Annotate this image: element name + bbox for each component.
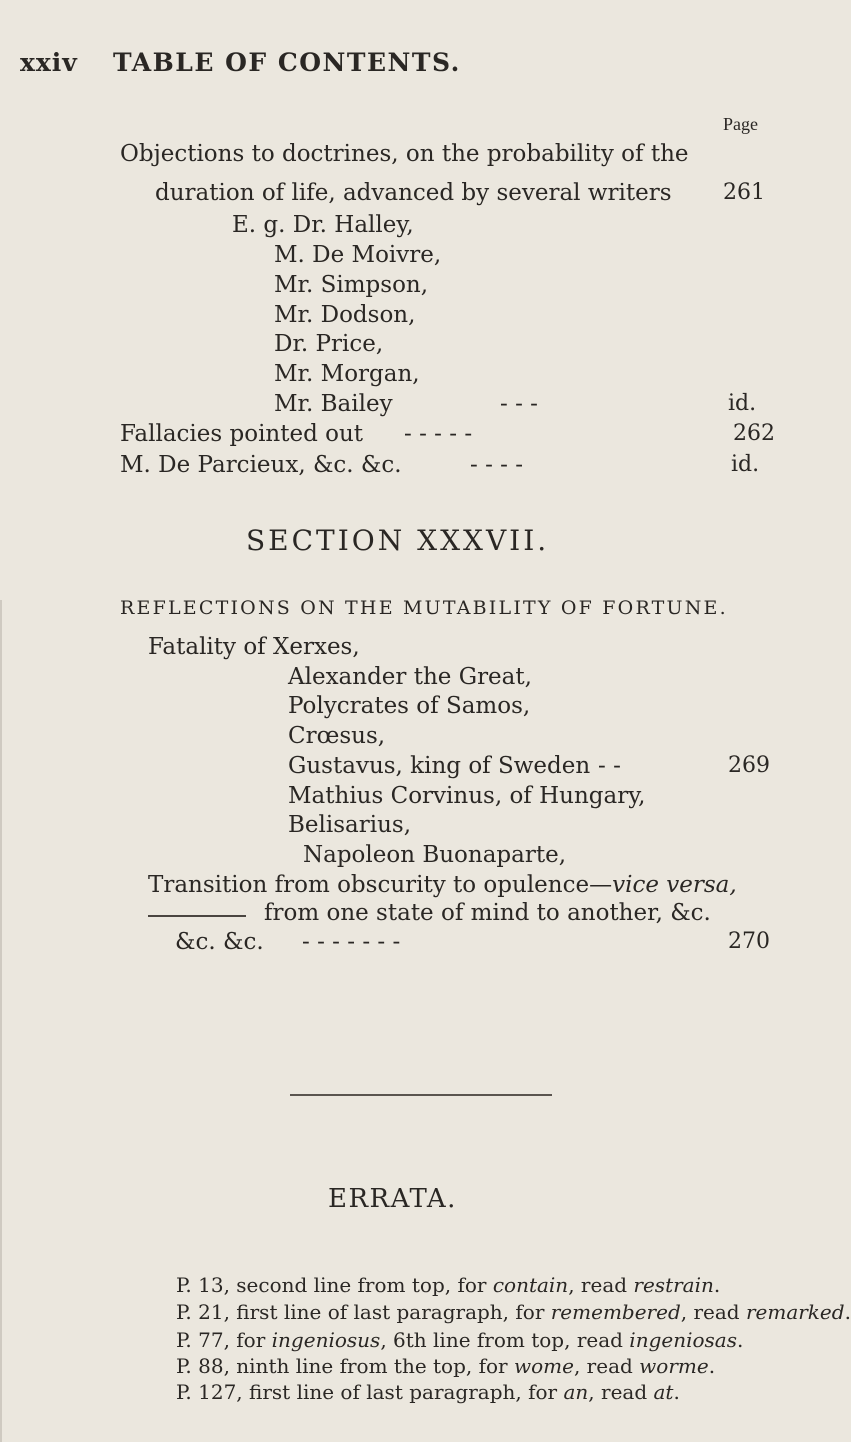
errata-text: , read: [573, 1354, 640, 1378]
errata-wrong-word: contain: [492, 1273, 569, 1297]
errata-text: , 6th line from top, read: [380, 1328, 630, 1352]
errata-text: , read: [680, 1300, 746, 1324]
errata-correct-word: restrain: [633, 1273, 714, 1297]
leader-dots: - - - -: [470, 452, 524, 478]
contents-entry: Gustavus, king of Sweden: [288, 753, 591, 779]
errata-text: P. 77, for: [176, 1328, 272, 1352]
errata-wrong-word: wome: [513, 1354, 574, 1378]
errata-line: [176, 1300, 851, 1324]
contents-entry: Mr. Dodson,: [274, 302, 416, 328]
errata-text: P. 21, first line of last paragraph, for: [176, 1300, 551, 1324]
errata-correct-word: worme: [639, 1354, 709, 1378]
section-title: SECTION XXXVII.: [246, 524, 550, 557]
errata-text: .: [673, 1380, 680, 1404]
errata-text: P. 127, first line of last paragraph, for: [176, 1380, 564, 1404]
contents-entry: Mr. Morgan,: [274, 361, 420, 387]
page-ref: 261: [723, 180, 765, 205]
contents-entry: Mr. Simpson,: [274, 272, 429, 298]
ditto-rule: [148, 915, 246, 917]
errata-line: [176, 1380, 680, 1404]
contents-entry: M. De Parcieux, &c. &c.: [120, 452, 402, 478]
section-subtitle: REFLECTIONS ON THE MUTABILITY OF FORTUNE.: [120, 597, 728, 619]
contents-entry: Napoleon Buonaparte,: [303, 842, 567, 868]
contents-entry: Objections to doctrines, on the probability of the: [120, 141, 689, 167]
errata-text: P. 13, second line from top, for: [176, 1273, 493, 1297]
running-title: TABLE OF CONTENTS.: [113, 48, 461, 77]
errata-wrong-word: remembered: [550, 1300, 681, 1324]
entry-italic: vice versa,: [612, 872, 737, 898]
errata-text: .: [736, 1328, 744, 1352]
leader-dots: - - - - -: [404, 421, 473, 447]
page-ref: id.: [731, 452, 760, 477]
errata-text: .: [713, 1273, 721, 1297]
page-ref: id.: [728, 391, 757, 416]
contents-entry: Mathius Corvinus, of Hungary,: [288, 783, 646, 809]
page-edge-shadow: [0, 600, 2, 1442]
contents-entry: Fatality of Xerxes,: [148, 634, 360, 660]
errata-title: ERRATA.: [328, 1184, 457, 1214]
contents-entry: M. De Moivre,: [274, 242, 442, 268]
errata-text: .: [844, 1300, 851, 1324]
errata-correct-word: remarked: [745, 1300, 845, 1324]
errata-line: [176, 1328, 743, 1352]
contents-entry: from one state of mind to another, &c.: [264, 900, 711, 926]
contents-entry: Mr. Bailey: [274, 391, 393, 417]
contents-entry: duration of life, advanced by several writers: [155, 180, 672, 206]
errata-line: [176, 1354, 715, 1378]
page-ref: 269: [728, 753, 770, 778]
errata-text: .: [708, 1354, 716, 1378]
page-ref: 262: [733, 421, 775, 446]
contents-entry: Fallacies pointed out: [120, 421, 364, 447]
contents-entry: Polycrates of Samos,: [288, 693, 531, 719]
errata-text: , read: [588, 1380, 654, 1404]
contents-entry: Alexander the Great,: [288, 664, 532, 690]
page-number: xxiv: [20, 48, 78, 77]
contents-entry: Dr. Price,: [274, 331, 384, 357]
errata-wrong-word: an: [563, 1380, 589, 1404]
leader-dots: - - -: [500, 391, 538, 417]
errata-text: P. 88, ninth line from the top, for: [176, 1354, 514, 1378]
errata-correct-word: at: [653, 1380, 674, 1404]
leader-dots: - -: [598, 753, 621, 779]
contents-entry: &c. &c.: [175, 929, 264, 955]
errata-correct-word: ingeniosas: [629, 1328, 737, 1352]
leader-dots: - - - - - - -: [302, 929, 401, 955]
divider-rule: [290, 1094, 552, 1096]
contents-entry: E. g. Dr. Halley,: [232, 212, 414, 238]
errata-wrong-word: ingeniosus: [271, 1328, 381, 1352]
errata-line: [176, 1273, 720, 1297]
entry-text: Transition from obscurity to opulence—: [148, 872, 613, 898]
contents-entry: Belisarius,: [288, 812, 412, 838]
page-column-label: Page: [723, 114, 758, 134]
contents-entry: [148, 872, 737, 898]
contents-entry: Crœsus,: [288, 723, 386, 749]
page-ref: 270: [728, 929, 770, 954]
errata-text: , read: [568, 1273, 634, 1297]
